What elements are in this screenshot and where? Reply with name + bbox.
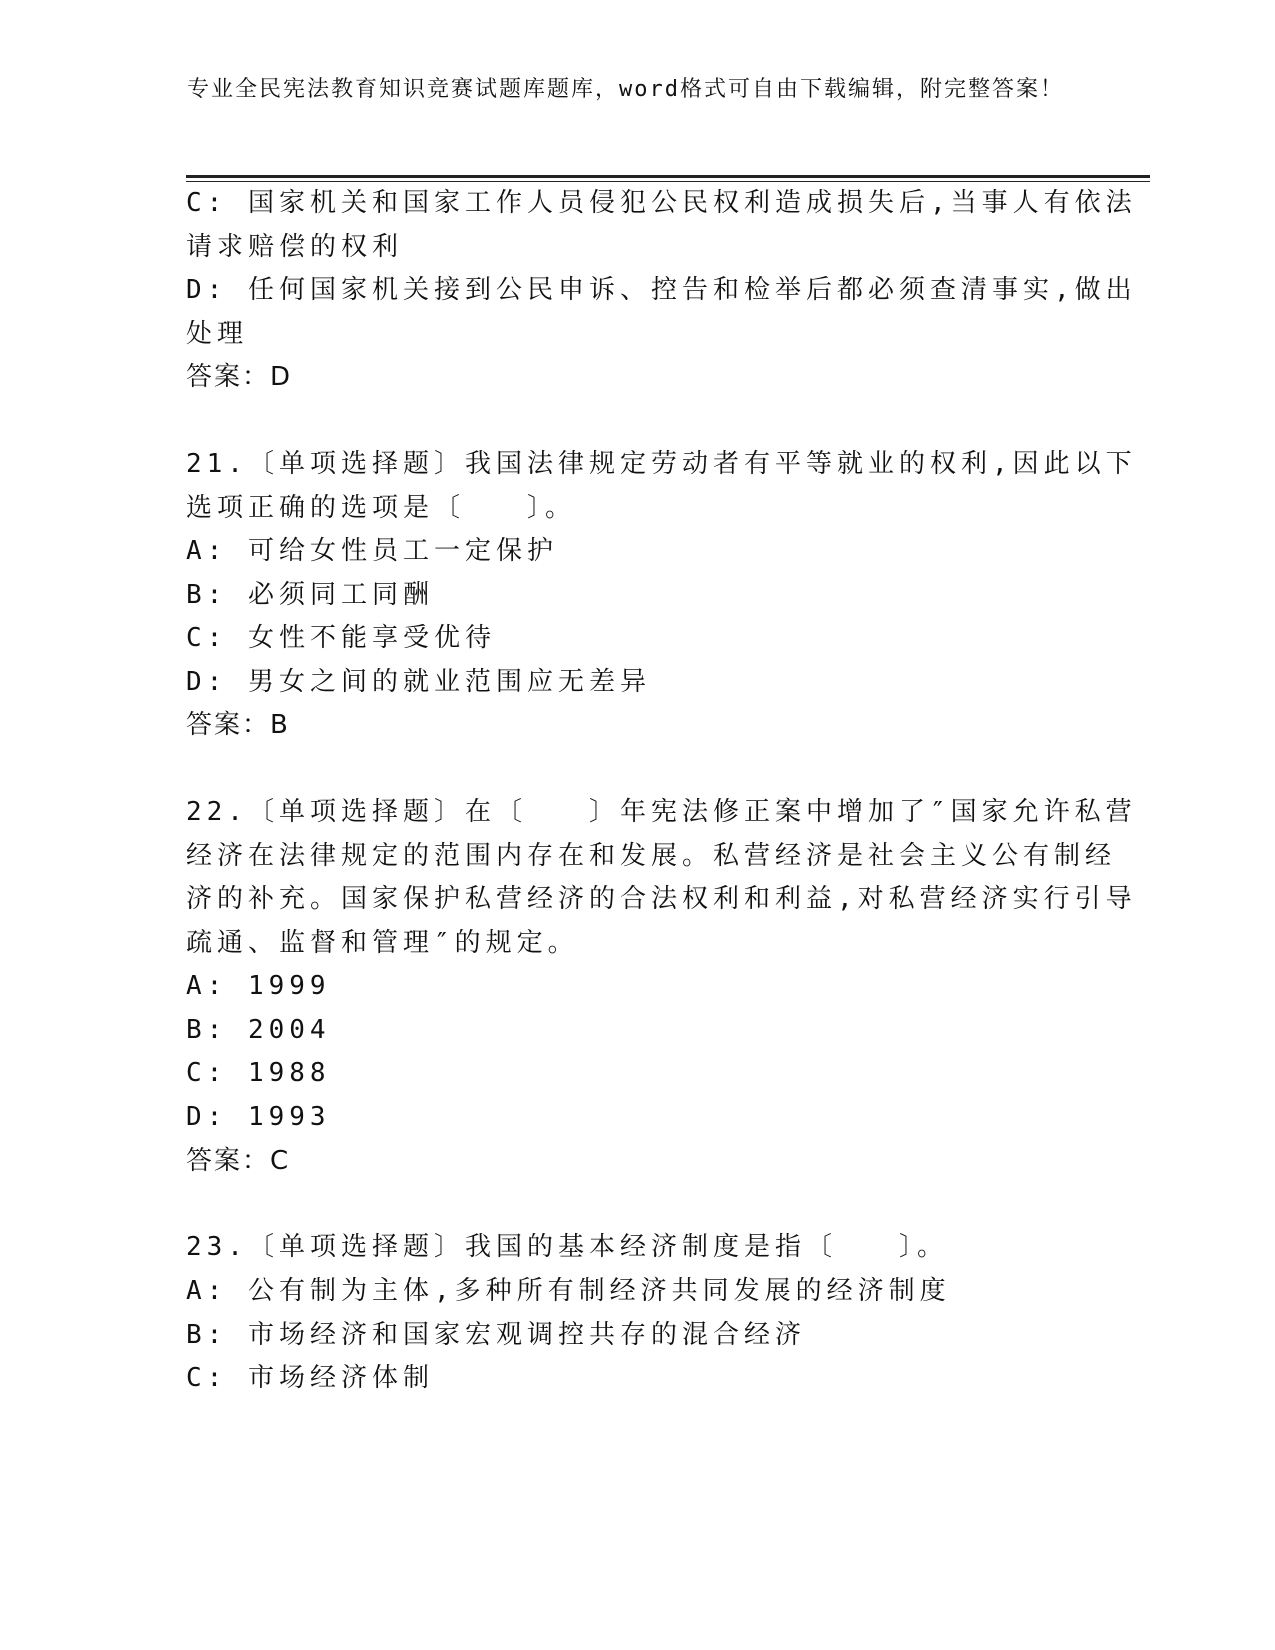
q22-answer: 答案：C — [186, 1146, 291, 1176]
q22-stem-line4: 疏通、监督和管理″的规定。 — [186, 928, 579, 958]
q21-option-a: A: 可给女性员工一定保护 — [186, 536, 558, 566]
q20-option-d-line1: D: 任何国家机关接到公民申诉、控告和检举后都必须查清事实,做出 — [186, 275, 1137, 305]
q22-stem-line3: 济的补充。国家保护私营经济的合法权利和利益,对私营经济实行引导 — [186, 884, 1137, 914]
header-divider-thin — [186, 181, 1150, 182]
q23-option-b: B: 市场经济和国家宏观调控共存的混合经济 — [186, 1320, 806, 1350]
q21-answer: 答案：B — [186, 710, 290, 740]
q21-stem-line1: 21.〔单项选择题〕我国法律规定劳动者有平等就业的权利,因此以下 — [186, 449, 1137, 479]
q21-option-c: C: 女性不能享受优待 — [186, 623, 496, 653]
header-divider-thick — [186, 175, 1150, 178]
q22-option-a: A: 1999 — [186, 971, 331, 1001]
q22-stem-line1: 22.〔单项选择题〕在〔 〕年宪法修正案中增加了″国家允许私营 — [186, 797, 1137, 827]
q23-stem-line1: 23.〔单项选择题〕我国的基本经济制度是指〔 〕。 — [186, 1232, 948, 1262]
q21-option-b: B: 必须同工同酬 — [186, 580, 434, 610]
q22-option-c: C: 1988 — [186, 1058, 331, 1088]
q20-option-d-line2: 处理 — [186, 319, 249, 349]
document-header: 专业全民宪法教育知识竞赛试题库题库，word格式可自由下载编辑，附完整答案！ — [187, 77, 1064, 102]
q23-option-c: C: 市场经济体制 — [186, 1363, 434, 1393]
q22-stem-line2: 经济在法律规定的范围内存在和发展。私营经济是社会主义公有制经 — [186, 841, 1117, 871]
q21-option-d: D: 男女之间的就业范围应无差异 — [186, 667, 651, 697]
q22-option-b: B: 2004 — [186, 1015, 331, 1045]
q23-option-a: A: 公有制为主体,多种所有制经济共同发展的经济制度 — [186, 1276, 951, 1306]
q21-stem-line2: 选项正确的选项是〔 〕。 — [186, 493, 577, 523]
q22-option-d: D: 1993 — [186, 1102, 331, 1132]
q20-option-c-line2: 请求赔偿的权利 — [186, 232, 404, 262]
q20-answer: 答案：D — [186, 362, 293, 392]
q20-option-c-line1: C: 国家机关和国家工作人员侵犯公民权利造成损失后,当事人有依法 — [186, 188, 1137, 218]
